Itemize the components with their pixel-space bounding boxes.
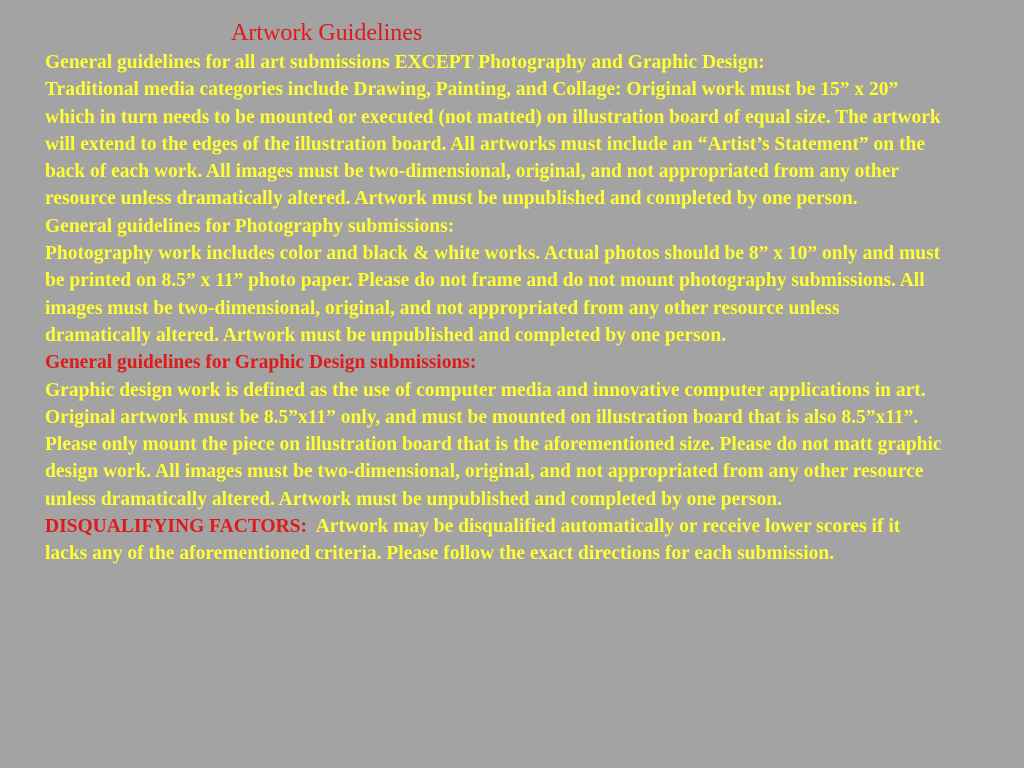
disqualifying-factors-paragraph (45, 513, 945, 568)
disqualifying-factors-text: Artwork may be disqualified automatically or receive lower scores if it lacks any of the aforementioned criteria. Please follow the exact directions for each submission. (45, 516, 906, 565)
slide-body (45, 49, 945, 568)
slide-title: Artwork Guidelines (231, 20, 423, 46)
graphic-design-guidelines-text: Graphic design work is defined as the use of computer media and innovative computer applications in art. Original artwork must be 8.5”x11” only, and must be mounted on illustration board that is also 8.5”x11”. Please only mount the piece on illustration board that is the aforementioned size. Please do not matt graphic design work. All images must be two-dimensional, original, and not appropriated from any other resource unless dramatically altered. Artwork must be unpublished and completed by one person. (45, 379, 942, 510)
disqualifying-factors-label: DISQUALIFYING FACTORS: (45, 516, 308, 538)
general-guidelines-text: Traditional media categories include Drawing, Painting, and Collage: Original work must be 15” x 20” which in turn needs to be mounted or executed (not matted) on illustration board of equal size. The artwork will extend to the edges of the illustration board. All artworks must include an “Artist’s Statement” on the back of each work. All images must be two-dimensional, original, and not appropriated from any other resource unless dramatically altered. Artwork must be unpublished and completed by one person. (45, 79, 941, 210)
graphic-design-guidelines-heading: General guidelines for Graphic Design submissions: (45, 352, 477, 374)
photography-guidelines-text: Photography work includes color and black & white works. Actual photos should be 8” x 10” only and must be printed on 8.5” x 11” photo paper. Please do not frame and do not mount photography submissions. All images must be two-dimensional, original, and not appropriated from any other resource unless dramatically altered. Artwork must be unpublished and completed by one person. (45, 243, 941, 346)
general-guidelines-heading: General guidelines for all art submissions EXCEPT Photography and Graphic Design: (45, 52, 765, 73)
photography-guidelines-heading: General guidelines for Photography submissions: (45, 215, 455, 237)
